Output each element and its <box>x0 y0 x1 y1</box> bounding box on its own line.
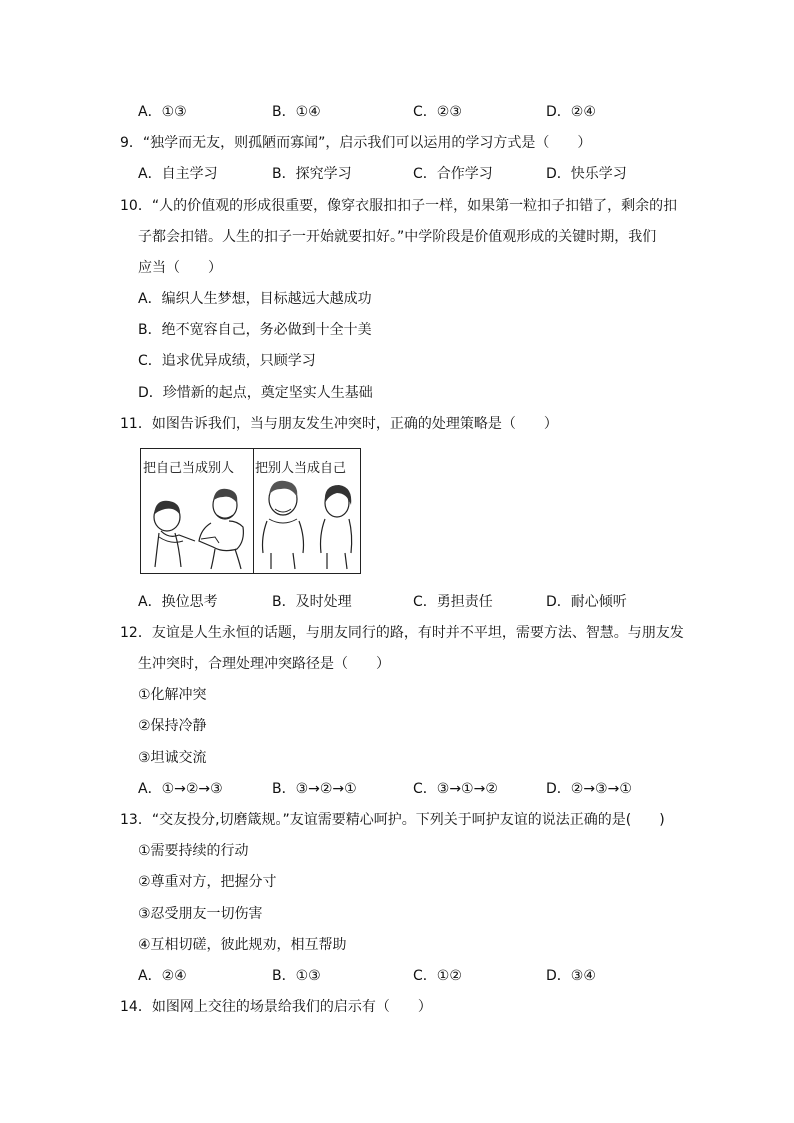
figure-left-caption: 把自己当成别人 <box>143 461 235 476</box>
figure-right-caption: 把别人当成自己 <box>255 461 347 476</box>
figure-panel-left <box>141 449 254 573</box>
q13-item-3: ③忍受朋友一切伤害 <box>138 906 263 922</box>
q10-option-a[interactable]: A．编织人生梦想，目标越远大越成功 <box>138 291 372 307</box>
q8-option-c[interactable]: C．②③ <box>413 104 462 120</box>
q12-option-d[interactable]: D．②→③→① <box>546 781 632 797</box>
boy-and-man-illustration <box>141 449 253 573</box>
q12-stem-line-2: 生冲突时，合理处理冲突路径是（ ） <box>138 656 390 672</box>
q8-option-a[interactable]: A．①③ <box>138 104 187 120</box>
q13-option-c[interactable]: C．①② <box>413 968 462 984</box>
q11-option-c[interactable]: C．勇担责任 <box>413 594 493 610</box>
q12-stem-line-1: 12．友谊是人生永恒的话题，与朋友同行的路，有时并不平坦，需要方法、智慧。与朋友发 <box>120 625 684 641</box>
q9-option-d[interactable]: D．快乐学习 <box>546 166 627 182</box>
q14-stem: 14．如图网上交往的场景给我们的启示有（ ） <box>120 999 432 1015</box>
q10-stem-line-1: 10．“人的价值观的形成很重要，像穿衣服扣扣子一样，如果第一粒扣子扣错了，剩余的扣 <box>120 198 678 214</box>
q11-option-d[interactable]: D．耐心倾听 <box>546 594 627 610</box>
q12-item-3: ③坦诚交流 <box>138 750 207 766</box>
q13-option-a[interactable]: A．②④ <box>138 968 187 984</box>
q10-option-c[interactable]: C．追求优异成绩，只顾学习 <box>138 353 316 369</box>
q10-option-d[interactable]: D．珍惜新的起点，奠定坚实人生基础 <box>138 385 373 401</box>
q9-option-b[interactable]: B．探究学习 <box>272 166 352 182</box>
q11-option-a[interactable]: A．换位思考 <box>138 594 218 610</box>
figure-panel-right <box>253 449 360 573</box>
q12-option-b[interactable]: B．③→②→① <box>272 781 357 797</box>
q12-item-1: ①化解冲突 <box>138 687 207 703</box>
q10-stem-line-2: 子都会扣错。人生的扣子一开始就要扣好。”中学阶段是价值观形成的关键时期，我们 <box>138 229 657 245</box>
q12-item-2: ②保持冷静 <box>138 718 207 734</box>
q13-option-d[interactable]: D．③④ <box>546 968 596 984</box>
q11-stem: 11．如图告诉我们，当与朋友发生冲突时，正确的处理策略是（ ） <box>120 416 558 432</box>
q9-option-c[interactable]: C．合作学习 <box>413 166 493 182</box>
q13-item-1: ①需要持续的行动 <box>138 843 249 859</box>
q12-option-a[interactable]: A．①→②→③ <box>138 781 223 797</box>
q13-option-b[interactable]: B．①③ <box>272 968 321 984</box>
q8-option-b[interactable]: B．①④ <box>272 104 321 120</box>
q11-figure <box>140 448 361 574</box>
q12-option-c[interactable]: C．③→①→② <box>413 781 498 797</box>
q9-stem: 9．“独学而无友，则孤陋而寡闻”，启示我们可以运用的学习方式是（ ） <box>120 135 592 151</box>
q10-option-b[interactable]: B．绝不宽容自己，务必做到十全十美 <box>138 322 372 338</box>
q11-option-b[interactable]: B．及时处理 <box>272 594 352 610</box>
q13-item-2: ②尊重对方，把握分寸 <box>138 874 277 890</box>
q9-option-a[interactable]: A．自主学习 <box>138 166 218 182</box>
q13-item-4: ④互相切磋，彼此规劝，相互帮助 <box>138 937 347 953</box>
q8-option-d[interactable]: D．②④ <box>546 104 596 120</box>
q10-stem-line-3: 应当（ ） <box>138 260 222 276</box>
man-and-boy-illustration <box>253 449 360 573</box>
q13-stem: 13．“交友投分,切磨箴规。”友谊需要精心呵护。下列关于呵护友谊的说法正确的是( ) <box>120 812 665 828</box>
